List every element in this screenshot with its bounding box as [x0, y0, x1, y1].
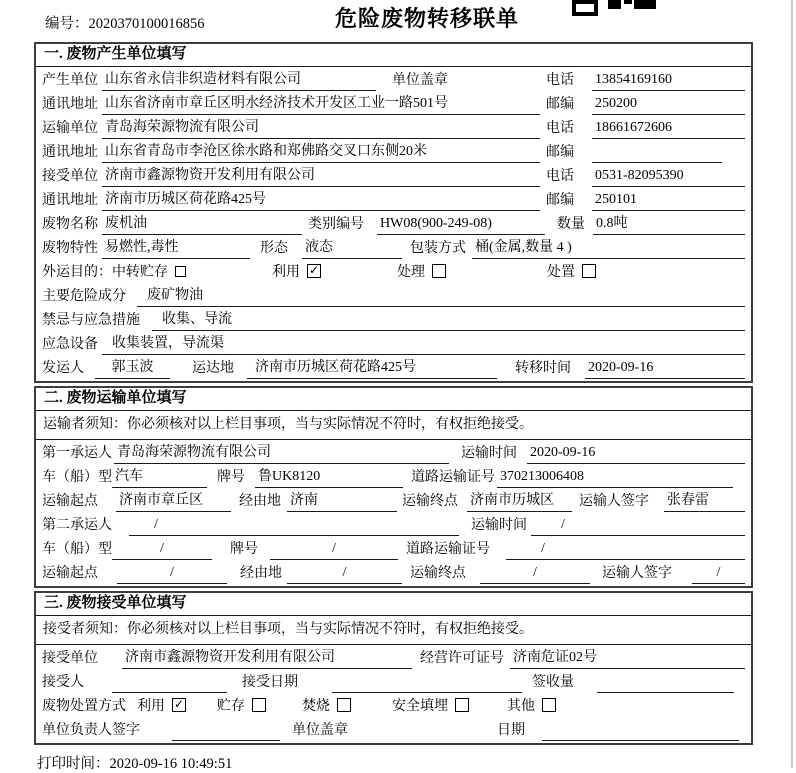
print-time-value: 2020-09-16 10:49:51 [109, 756, 233, 772]
phone-label: 电话 [546, 121, 574, 136]
disposal-method-row [36, 693, 751, 717]
first-carrier-value: 青岛海荣源物流有限公司 [114, 441, 449, 464]
route-start-value: 济南市章丘区 [116, 489, 231, 512]
transport-time-label: 运输时间 [461, 446, 517, 461]
carrier-signature-value: / [692, 565, 745, 584]
checkbox-icon [252, 698, 266, 712]
business-permit-value: 济南危证02号 [510, 646, 745, 669]
address-label: 通讯地址 [42, 145, 98, 160]
option-label: 处置 [547, 265, 575, 280]
document-number-label: 编号： [45, 16, 89, 32]
receiver-value: 济南市鑫源物资开发利用有限公司 [102, 164, 540, 187]
receiver-notice: 接受者须知：你必须核对以上栏目事项，当与实际情况不符时，有权拒绝接受。 [36, 616, 751, 645]
zip-label: 邮编 [546, 193, 574, 208]
checkbox-icon [582, 264, 596, 278]
dispatcher-value: 郭玉波 [95, 356, 170, 379]
transporter-row [36, 115, 751, 139]
plate-label: 牌号 [230, 542, 258, 557]
route-start-label: 运输起点 [42, 566, 98, 581]
transport-time-label: 运输时间 [471, 518, 527, 533]
waste-name-row [36, 211, 751, 235]
transporter-zip-value [592, 160, 722, 163]
route-via-label: 经由地 [240, 566, 282, 581]
plate-label: 牌号 [217, 470, 245, 485]
transporter-address-value: 山东省青岛市李沧区徐水路和郑佛路交叉口东侧20米 [102, 140, 540, 163]
second-carrier-value: / [129, 517, 459, 536]
plate-value: / [270, 541, 398, 560]
waste-name-value: 废机油 [102, 212, 302, 235]
second-carrier-label: 第二承运人 [42, 518, 112, 533]
unit-seal-label: 单位盖章 [292, 723, 348, 738]
receiver-label: 接受单位 [42, 169, 98, 184]
section-receiver [34, 591, 753, 745]
emergency-equipment-row [36, 331, 751, 355]
transport-time-value: 2020-09-16 [527, 445, 745, 464]
disposal-method-label: 废物处置方式 [42, 699, 126, 714]
page-title: 危险废物转移联单 [335, 6, 520, 31]
destination-value: 济南市历城区荷花路425号 [247, 356, 497, 379]
producer-address-value: 山东省济南市章丘区明水经济技术开发区工业一路501号 [102, 92, 540, 115]
hazard-component-label: 主要危险成分 [42, 289, 126, 304]
carrier-signature-value: 张春雷 [664, 489, 745, 512]
transporter-address-row [36, 139, 751, 163]
route-end-value: 济南市历城区 [467, 489, 572, 512]
hazard-component-row [36, 283, 751, 307]
road-permit-value: 370213006408 [497, 469, 733, 488]
transporter-notice: 运输者须知：你必须核对以上栏目事项，当与实际情况不符时，有权拒绝接受。 [36, 411, 751, 440]
vehicle-type-label: 车（船）型 [42, 542, 112, 557]
emergency-equipment-label: 应急设备 [42, 337, 98, 352]
route-end-label: 运输终点 [410, 566, 466, 581]
waste-code-label: 类别编号 [308, 217, 364, 232]
option-label: 焚烧 [302, 699, 330, 714]
waste-form-value: 液态 [302, 236, 402, 259]
responsible-signature-row [36, 717, 751, 741]
option-label: 利用 [272, 265, 300, 280]
phone-label: 电话 [546, 73, 574, 88]
transfer-time-label: 转移时间 [515, 361, 571, 376]
transporter-phone-value: 18661672606 [592, 120, 745, 139]
route2-row [36, 560, 751, 584]
carrier-signature-label: 运输人签字 [579, 494, 649, 509]
producer-phone-value: 13854169160 [592, 72, 745, 91]
form-body [34, 42, 753, 745]
accept-unit-value: 济南市鑫源物资开发利用有限公司 [122, 646, 412, 669]
route1-row [36, 488, 751, 512]
document-header [0, 0, 796, 42]
vehicle-type-label: 车（船）型 [42, 470, 112, 485]
section-transporter [34, 386, 753, 588]
road-permit-label: 道路运输证号 [411, 470, 495, 485]
emergency-measures-label: 禁忌与应急措施 [42, 313, 140, 328]
date-value [542, 738, 739, 741]
section-producer-title: 一. 废物产生单位填写 [36, 44, 751, 67]
checkbox-icon [337, 698, 351, 712]
acceptor-value [112, 690, 227, 693]
receiver-zip-value: 250101 [592, 192, 745, 211]
responsible-signature-value [172, 738, 280, 741]
checkbox-icon [307, 264, 321, 278]
waste-property-row [36, 235, 751, 259]
acceptor-row [36, 669, 751, 693]
waste-form-label: 形态 [260, 241, 288, 256]
vehicle1-row [36, 464, 751, 488]
address-label: 通讯地址 [42, 97, 98, 112]
option-label: 利用 [137, 699, 165, 714]
plate-value: 鲁UK8120 [255, 465, 403, 488]
zip-label: 邮编 [546, 145, 574, 160]
route-via-value: 济南 [287, 489, 397, 512]
print-time-label: 打印时间： [37, 756, 110, 772]
transfer-time-value: 2020-09-16 [585, 360, 745, 379]
second-carrier-row [36, 512, 751, 536]
section-receiver-title: 三. 废物接受单位填写 [36, 593, 751, 616]
route-via-value: / [287, 565, 402, 584]
disposal-option-other [507, 695, 556, 717]
producer-row [36, 67, 751, 91]
road-permit-value: / [506, 541, 745, 560]
waste-property-label: 废物特性 [42, 241, 98, 256]
receiver-row [36, 163, 751, 187]
disposal-option-storage [217, 695, 302, 717]
hazard-component-value: 废矿物油 [137, 284, 745, 307]
zip-label: 邮编 [546, 97, 574, 112]
transporter-value: 青岛海荣源物流有限公司 [102, 116, 540, 139]
dispatcher-label: 发运人 [42, 361, 84, 376]
vehicle2-row [36, 536, 751, 560]
section-producer [34, 42, 753, 383]
purpose-option-dispose [547, 261, 596, 283]
responsible-signature-label: 单位负责人签字 [42, 723, 140, 738]
destination-label: 运达地 [192, 361, 234, 376]
waste-property-value: 易燃性,毒性 [102, 236, 250, 259]
receiver-phone-value: 0531-82095390 [592, 168, 745, 187]
carrier-signature-label: 运输人签字 [602, 566, 672, 581]
emergency-measures-value: 收集、导流 [152, 308, 745, 331]
accept-unit-row [36, 645, 751, 669]
producer-value: 山东省永信非织造材料有限公司 [102, 68, 376, 91]
checkbox-icon [432, 264, 446, 278]
qr-code-fragment-icon [572, 0, 656, 9]
waste-name-label: 废物名称 [42, 217, 98, 232]
purpose-option-utilize [272, 261, 397, 283]
purpose-option-treat [397, 261, 547, 283]
option-label: 中转贮存 [112, 265, 168, 280]
accept-date-value [332, 690, 522, 693]
emergency-measures-row [36, 307, 751, 331]
disposal-option-utilize [137, 695, 217, 717]
checkbox-icon [175, 266, 186, 277]
accept-unit-label: 接受单位 [42, 651, 98, 666]
route-end-value: / [480, 565, 590, 584]
waste-qty-value: 0.8吨 [593, 212, 745, 235]
accept-date-label: 接受日期 [242, 675, 298, 690]
producer-zip-value: 250200 [592, 96, 745, 115]
transfer-purpose-row [36, 259, 751, 283]
route-start-label: 运输起点 [42, 494, 98, 509]
waste-code-value: HW08(900-249-08) [377, 216, 545, 235]
section-transporter-title: 二. 废物运输单位填写 [36, 388, 751, 411]
route-end-label: 运输终点 [402, 494, 458, 509]
received-qty-value [597, 690, 734, 693]
packing-label: 包装方式 [410, 241, 466, 256]
receiver-address-row [36, 187, 751, 211]
option-label: 处理 [397, 265, 425, 280]
checkbox-icon [542, 698, 556, 712]
purpose-option-transfer-storage [112, 261, 272, 283]
disposal-option-incinerate [302, 695, 392, 717]
waste-qty-label: 数量 [557, 217, 585, 232]
vehicle-type-value: 汽车 [112, 465, 207, 488]
option-label: 贮存 [217, 699, 245, 714]
date-label: 日期 [497, 723, 525, 738]
business-permit-label: 经营许可证号 [420, 651, 504, 666]
page-edge-line [791, 0, 793, 768]
emergency-equipment-value: 收集装置，导流渠 [102, 332, 745, 355]
transporter-label: 运输单位 [42, 121, 98, 136]
received-qty-label: 签收量 [532, 675, 574, 690]
checkbox-icon [172, 698, 186, 712]
route-via-label: 经由地 [239, 494, 281, 509]
address-label: 通讯地址 [42, 193, 98, 208]
producer-address-row [36, 91, 751, 115]
first-carrier-row [36, 440, 751, 464]
packing-value: 桶(金属,数量 4 ) [472, 236, 745, 259]
dispatch-row [36, 355, 751, 379]
seal-label: 单位盖章 [392, 73, 448, 88]
acceptor-label: 接受人 [42, 675, 84, 690]
first-carrier-label: 第一承运人 [42, 446, 112, 461]
receiver-address-value: 济南市历城区荷花路425号 [102, 188, 540, 211]
disposal-option-landfill [392, 695, 507, 717]
print-time [37, 752, 796, 773]
checkbox-icon [455, 698, 469, 712]
producer-label: 产生单位 [42, 73, 98, 88]
road-permit-label: 道路运输证号 [406, 542, 490, 557]
document-number-value: 2020370100016856 [88, 16, 205, 32]
vehicle-type-value: / [112, 541, 212, 560]
option-label: 其他 [507, 699, 535, 714]
route-start-value: / [117, 565, 227, 584]
document-number [45, 12, 205, 33]
transport-time-value: / [531, 517, 745, 536]
transfer-purpose-label: 外运目的： [42, 265, 112, 280]
phone-label: 电话 [546, 169, 574, 184]
option-label: 安全填埋 [392, 699, 448, 714]
